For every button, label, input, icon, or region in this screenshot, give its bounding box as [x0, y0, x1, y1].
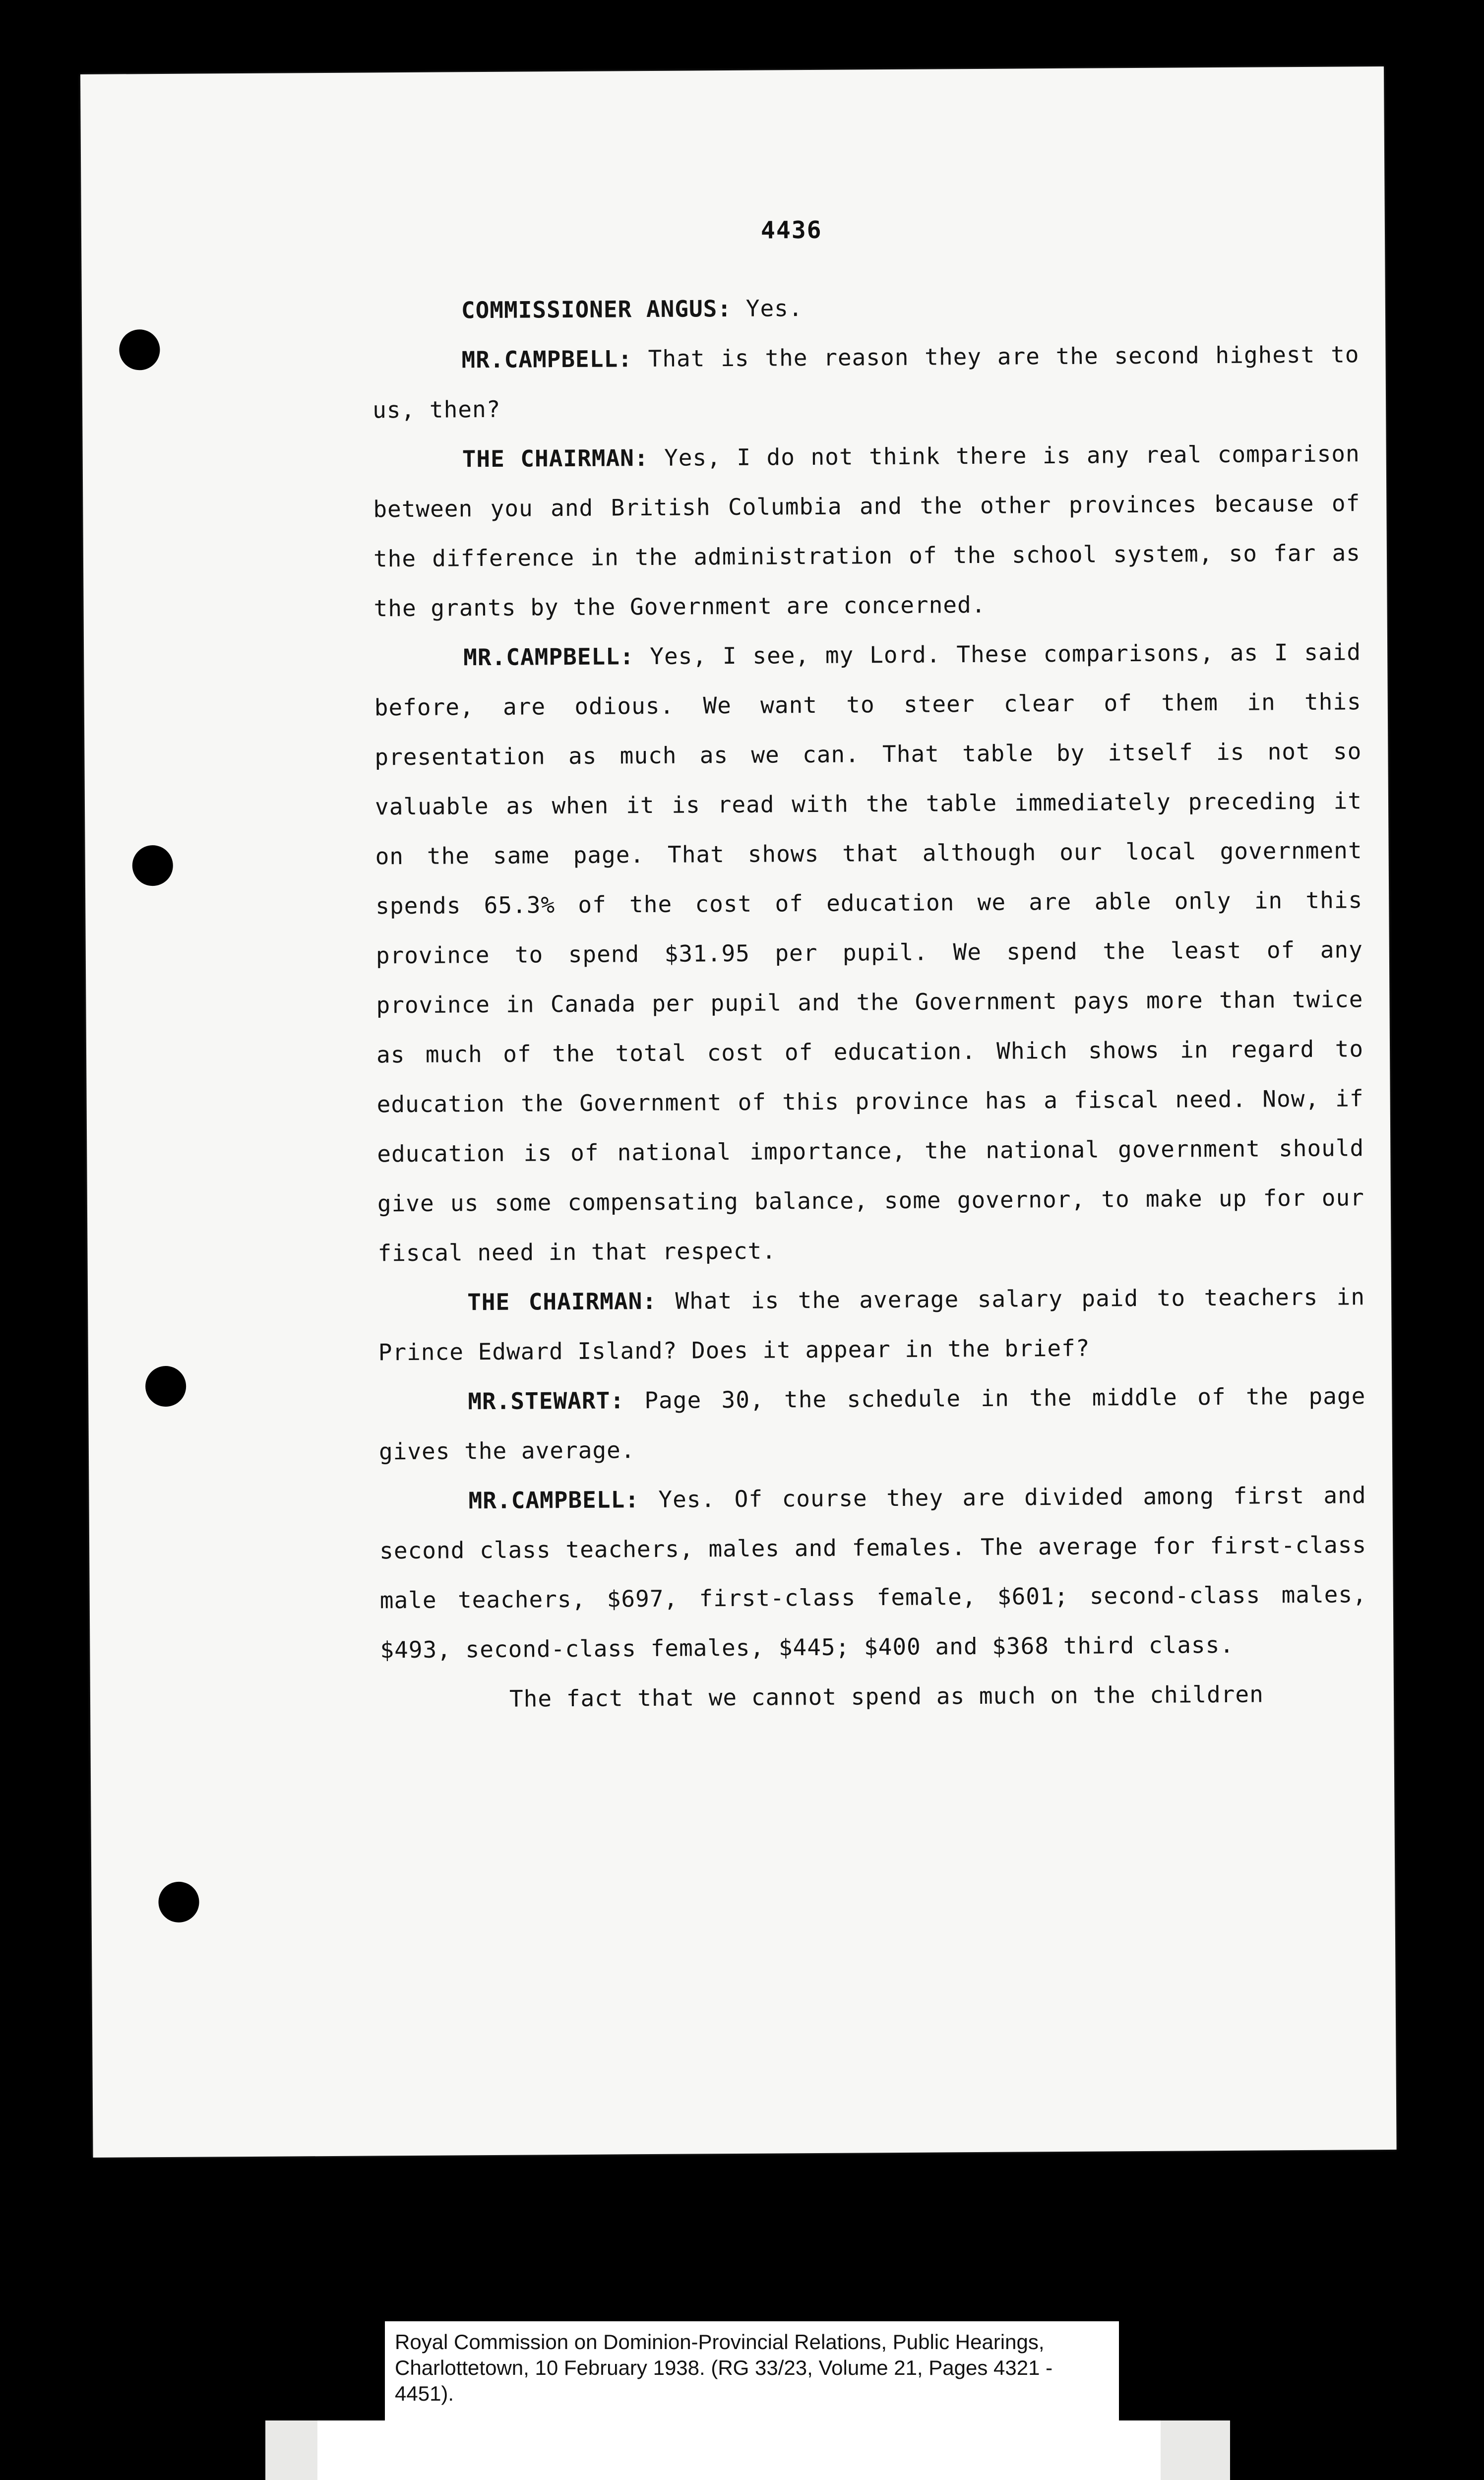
speaker-label: THE CHAIRMAN: [467, 1287, 657, 1316]
transcript-page [80, 66, 1397, 2158]
paragraph-text: Yes. Of course they are divided among first and second class teachers, males and females. The average for first-class male teachers, $697, first-class female, $601; second-class males, $493, second-class females, $445; $400 and $368 third class. [379, 1482, 1367, 1664]
paragraph-text: The fact that we cannot spend as much on the children [509, 1680, 1264, 1712]
speaker-label: COMMISSIONER ANGUS: [461, 295, 732, 324]
binder-hole [158, 1882, 199, 1922]
speaker-label: THE CHAIRMAN: [462, 444, 649, 473]
binder-hole [132, 845, 173, 886]
paragraph [378, 1272, 1365, 1377]
paragraph-text: Yes. [731, 295, 803, 322]
paragraph [374, 627, 1365, 1278]
paragraph-text: Yes, I see, my Lord. These comparisons, as I said before, are odious. We want to steer clear of them in this presentation as much as we can. That table by itself is not so valuable as when it is read with the table immediately preceding it on the same page. That shows that although our local government spends 65.3% of the cost of education we are able only in this province to spend $31.95 per pupil. We spend the least of any province in Canada per pupil and the Government pays more than twice as much of the total cost of education. Which shows in regard to education the Government of this province has a fiscal need. Now, if education is of national importance, the national government should give us some compensating balance, some governor, to make up for our fiscal need in that respect. [374, 638, 1365, 1267]
binder-hole [145, 1366, 186, 1407]
paragraph-text: What is the average salary paid to teachers in Prince Edward Island? Does it appear in the brief? [378, 1283, 1365, 1366]
paragraph-text: Page 30, the schedule in the middle of the page gives the average. [378, 1382, 1366, 1465]
speaker-label: MR.STEWART: [468, 1387, 625, 1415]
speaker-label: MR.CAMPBELL: [461, 345, 633, 373]
paragraph [380, 1669, 1368, 1724]
paragraph [372, 329, 1360, 434]
speaker-label: MR.CAMPBELL: [468, 1486, 640, 1514]
archival-citation-label: Royal Commission on Dominion-Provincial Relations, Public Hearings, Charlottetown, 10 February 1938. (RG 33/23, Volume 21, Pages 4321 - 4451). [385, 2321, 1119, 2420]
paragraph [379, 1470, 1367, 1674]
paragraph [372, 280, 1360, 335]
page-number: 4436 [760, 216, 822, 245]
paragraph-text: That is the reason they are the second highest to us, then? [372, 341, 1360, 424]
transcript-body [372, 280, 1368, 1724]
paragraph [378, 1371, 1366, 1476]
paragraph-text: Yes, I do not think there is any real comparison between you and British Columbia and the other provinces because of the difference in the administration of the school system, so far as the grants by the Government are concerned. [373, 440, 1361, 622]
speaker-label: MR.CAMPBELL: [463, 643, 634, 671]
binder-hole [119, 329, 160, 370]
paragraph [372, 429, 1360, 633]
public-archives-stamp [317, 2420, 1161, 2480]
